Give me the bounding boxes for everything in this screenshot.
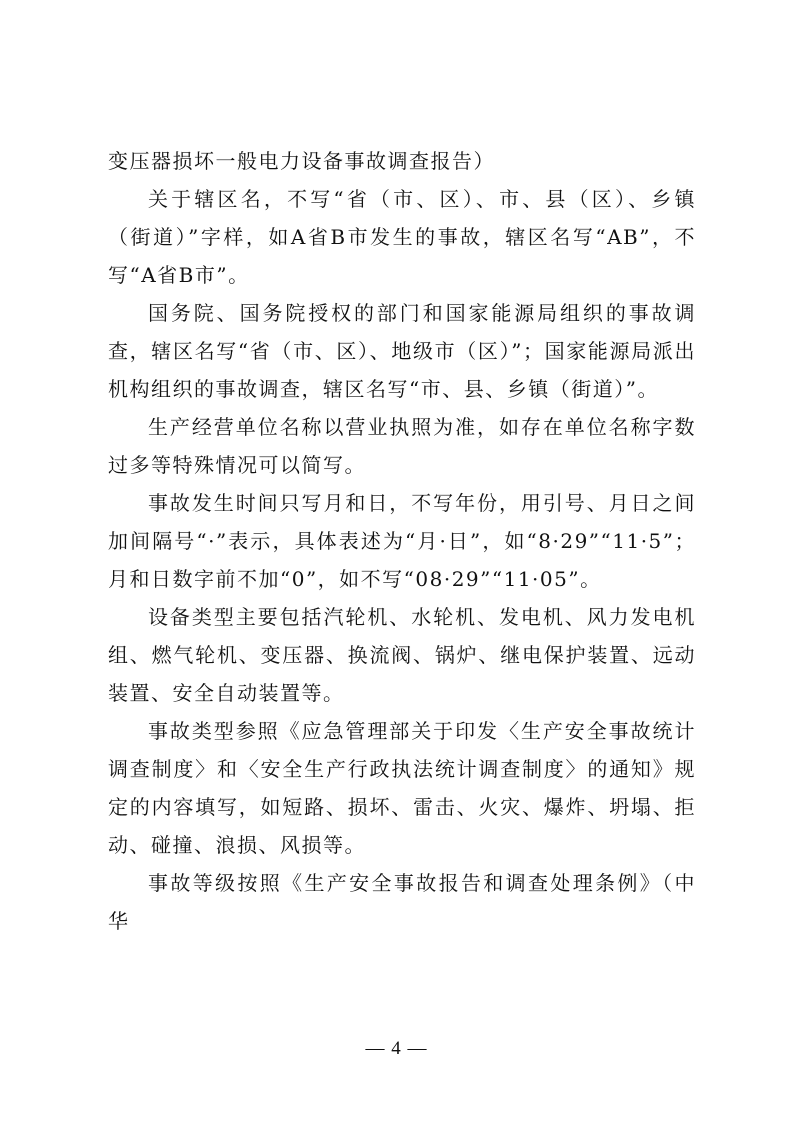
paragraph-accident-level: 事故等级按照《生产安全事故报告和调查处理条例》（中华	[108, 871, 696, 933]
page-number: — 4 —	[365, 1038, 428, 1059]
paragraph-jurisdiction-name: 关于辖区名，不写“省（市、区）、市、县（区）、乡镇（街道）”字样，如A省B市发生的事故，辖区名写“AB”，不写“A省B市”。	[108, 187, 696, 287]
paragraph-continuation: 变压器损坏一般电力设备事故调查报告）	[108, 149, 495, 173]
paragraph-unit-name: 生产经营单位名称以营业执照为准，如存在单位名称字数过多等特殊情况可以简写。	[108, 415, 696, 477]
document-body	[108, 142, 696, 940]
paragraph-accident-type: 事故类型参照《应急管理部关于印发〈生产安全事故统计调查制度〉和〈安全生产行政执法统计调查制度〉的通知》规定的内容填写，如短路、损坏、雷击、火灾、爆炸、坍塌、拒动、碰撞、浪损、风损等。	[108, 719, 696, 857]
paragraph-accident-date: 事故发生时间只写月和日，不写年份，用引号、月日之间加间隔号“·”表示，具体表述为“月·日”，如“8·29”“11·5”；月和日数字前不加“0”，如不写“08·29”“11·05”。	[108, 491, 696, 591]
paragraph-equipment-type: 设备类型主要包括汽轮机、水轮机、发电机、风力发电机组、燃气轮机、变压器、换流阀、锅炉、继电保护装置、远动装置、安全自动装置等。	[108, 605, 696, 705]
paragraph-investigation-authority: 国务院、国务院授权的部门和国家能源局组织的事故调查，辖区名写“省（市、区）、地级市（区）”；国家能源局派出机构组织的事故调查，辖区名写“市、县、乡镇（街道）”。	[108, 301, 696, 401]
